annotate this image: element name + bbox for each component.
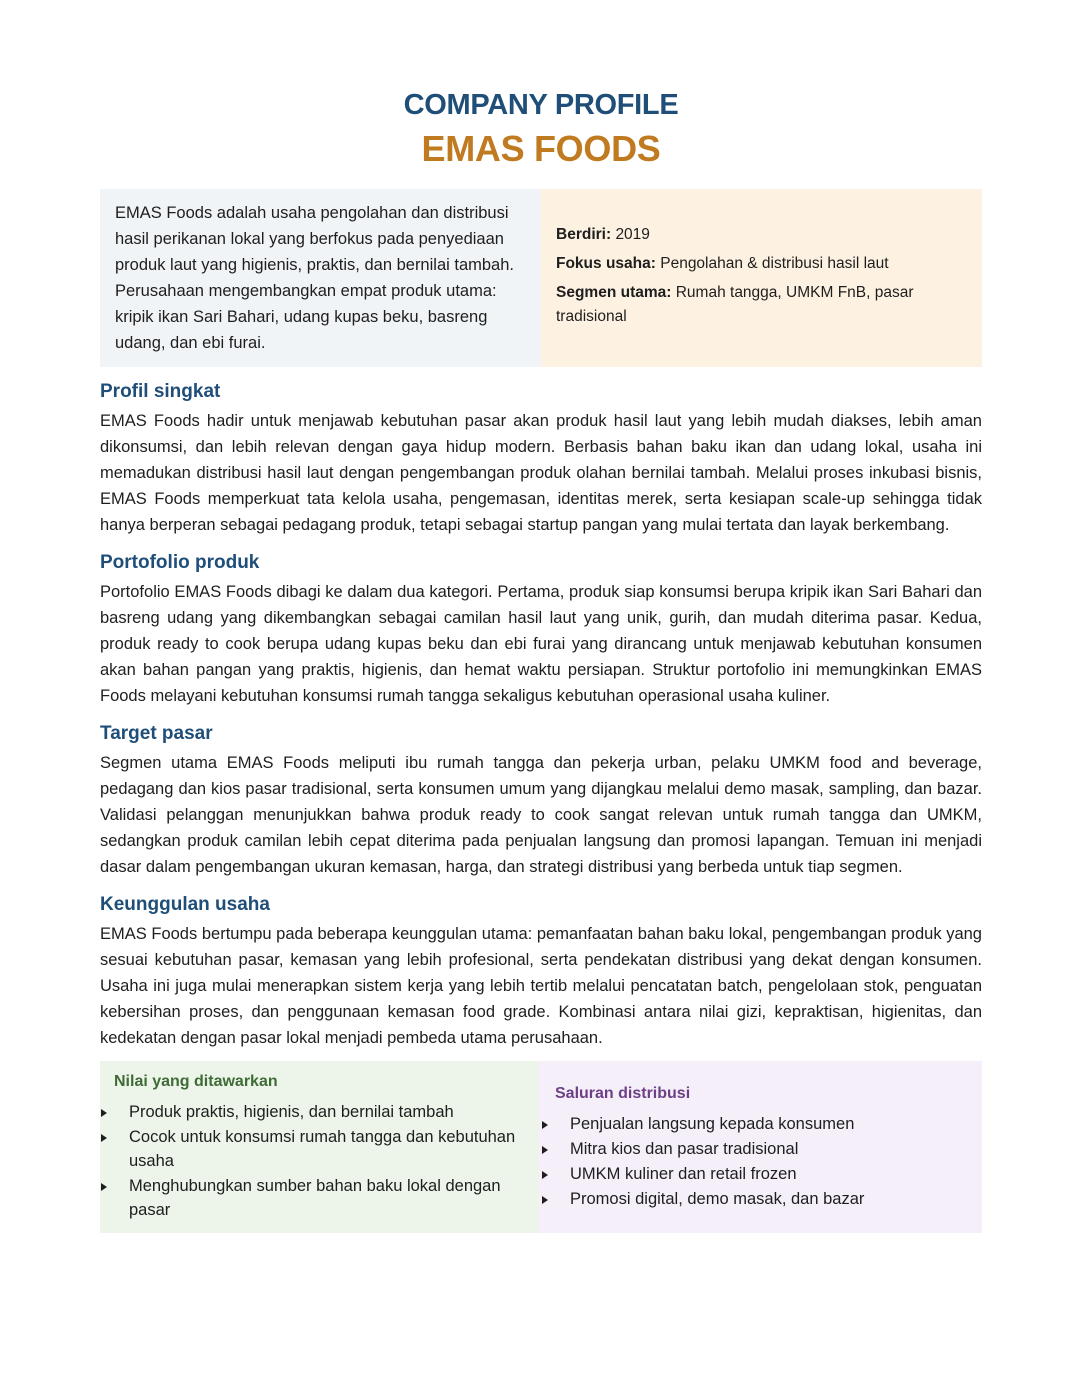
bullet-icon (542, 1196, 548, 1204)
section-heading: Target pasar (100, 723, 213, 744)
value-list (114, 1100, 525, 1222)
bullet-icon (542, 1171, 548, 1179)
list-item (555, 1187, 968, 1211)
list-item-text: UMKM kuliner dan retail frozen (570, 1165, 797, 1183)
section-profil (100, 380, 982, 538)
section-portofolio (100, 551, 982, 709)
summary-box (100, 189, 541, 367)
list-item (555, 1162, 968, 1186)
fact-value: Rumah tangga, UMKM FnB, pasar tradisional (556, 284, 914, 325)
section-body: EMAS Foods hadir untuk menjawab kebutuhan pasar akan produk hasil laut yang lebih mudah diakses, lebih aman dikonsumsi, dan lebih relevan dengan gaya hidup modern. Berbasis bahan baku ikan dan udang lokal, usaha ini memadukan distribusi hasil laut dengan pengembangan produk olahan bernilai tambah. Melalui proses inkubasi bisnis, EMAS Foods memperkuat tata kelola usaha, pengemasan, identitas merek, serta kesiapan scale-up sehingga tidak hanya berperan sebagai pedagang produk, tetapi sebagai startup pangan yang mulai tertata dan layak berkembang. (100, 412, 982, 534)
section-target (100, 722, 982, 880)
summary-panel (100, 189, 982, 367)
document-title: COMPANY PROFILE (403, 89, 679, 121)
section-body: Segmen utama EMAS Foods meliputi ibu rumah tangga dan pekerja urban, pelaku UMKM food and beverage, pedagang dan kios pasar tradisional, serta konsumen umum yang dijangkau melalui demo masak, sampling, dan bazar. Validasi pelanggan menunjukkan bahwa produk ready to cook sangat relevan untuk rumah tangga dan UMKM, sedangkan produk camilan lebih cepat diterima pada penjualan langsung dan promosi lapangan. Temuan ini menjadi dasar dalam pengembangan ukuran kemasan, harga, dan strategi distribusi yang berbeda untuk tiap segmen. (100, 754, 982, 876)
section-keunggulan (100, 893, 982, 1051)
list-item (114, 1125, 525, 1173)
section-heading: Keunggulan usaha (100, 894, 270, 915)
value-box-heading: Nilai yang ditawarkan (114, 1073, 278, 1090)
section-body: Portofolio EMAS Foods dibagi ke dalam dua kategori. Pertama, produk siap konsumsi berupa kripik ikan Sari Bahari dan basreng udang yang dikembangkan sebagai camilan hasil laut yang unik, gurih, dan mudah diterima pasar. Kedua, produk ready to cook berupa udang kupas beku dan ebi furai yang dirancang untuk menjawab kebutuhan konsumen akan bahan pangan yang praktis, higienis, dan hemat waktu persiapan. Struktur portofolio ini memungkinkan EMAS Foods melayani kebutuhan konsumsi rumah tangga sekaligus kebutuhan operasional usaha kuliner. (100, 583, 982, 705)
list-item (114, 1100, 525, 1124)
list-item-text: Menghubungkan sumber bahan baku lokal dengan pasar (129, 1177, 501, 1219)
list-item (114, 1174, 525, 1222)
fact-focus (556, 252, 966, 276)
page-content (100, 88, 982, 1233)
channel-box-heading: Saluran distribusi (555, 1085, 691, 1102)
fact-label: Fokus usaha: (556, 255, 656, 272)
facts-box (541, 189, 982, 367)
highlights-panel (100, 1061, 982, 1233)
bullet-icon (101, 1183, 107, 1191)
fact-label: Segmen utama: (556, 284, 672, 301)
channel-box (539, 1061, 982, 1233)
section-heading: Profil singkat (100, 381, 221, 402)
list-item-text: Promosi digital, demo masak, dan bazar (570, 1190, 865, 1208)
channel-list (555, 1112, 968, 1211)
section-heading: Portofolio produk (100, 552, 260, 573)
list-item-text: Produk praktis, higienis, dan bernilai tambah (129, 1103, 454, 1121)
list-item-text: Mitra kios dan pasar tradisional (570, 1140, 799, 1158)
list-item-text: Cocok untuk konsumsi rumah tangga dan kebutuhan usaha (129, 1128, 516, 1170)
company-name: EMAS FOODS (421, 128, 661, 169)
list-item-text: Penjualan langsung kepada konsumen (570, 1115, 855, 1133)
bullet-icon (101, 1134, 107, 1142)
fact-value: Pengolahan & distribusi hasil laut (660, 255, 889, 272)
bullet-icon (542, 1146, 548, 1154)
list-item (555, 1112, 968, 1136)
fact-segment (556, 281, 966, 329)
fact-value: 2019 (615, 226, 650, 243)
summary-text: EMAS Foods adalah usaha pengolahan dan distribusi hasil perikanan lokal yang berfokus pada penyediaan produk laut yang higienis, praktis, dan bernilai tambah. Perusahaan mengembangkan empat produk utama: kripik ikan Sari Bahari, udang kupas beku, basreng udang, dan ebi furai. (115, 204, 514, 352)
fact-founded (556, 223, 966, 247)
list-item (555, 1137, 968, 1161)
section-body: EMAS Foods bertumpu pada beberapa keunggulan utama: pemanfaatan bahan baku lokal, pengembangan produk yang sesuai kebutuhan pasar, kemasan yang lebih profesional, serta pendekatan distribusi yang dekat dengan konsumen. Usaha ini juga mulai menerapkan sistem kerja yang lebih tertib melalui pencatatan batch, pengelolaan stok, penguatan kebersihan proses, dan penggunaan kemasan food grade. Kombinasi antara nilai gizi, kepraktisan, higienitas, dan kedekatan dengan pasar lokal menjadi pembeda utama perusahaan. (100, 925, 982, 1047)
fact-label: Berdiri: (556, 226, 612, 243)
value-box (100, 1061, 539, 1233)
bullet-icon (542, 1121, 548, 1129)
bullet-icon (101, 1109, 107, 1117)
